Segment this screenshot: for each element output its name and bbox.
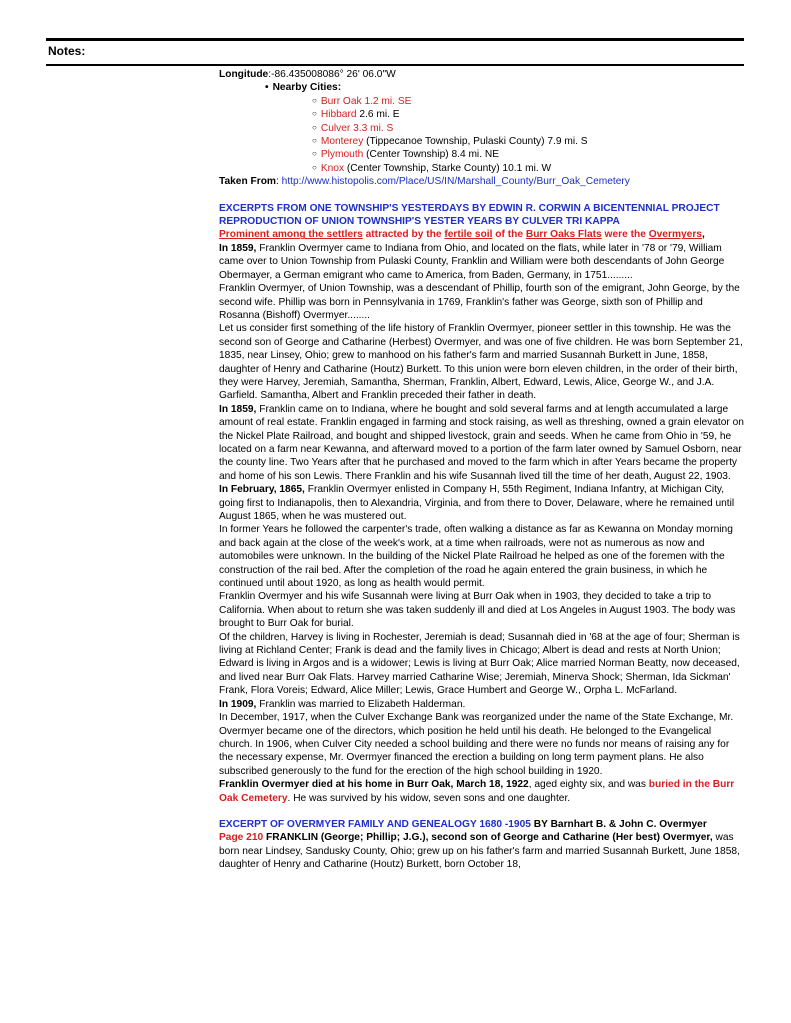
city-link[interactable]: Culver	[320, 122, 351, 134]
city-link[interactable]: Monterey	[320, 136, 364, 148]
city-link[interactable]: Knox	[320, 162, 345, 174]
notes-heading: Notes:	[48, 44, 86, 58]
taken-from-label: Taken From	[219, 176, 276, 188]
paragraph: Franklin Overmyer, of Union Township, was a descendant of Phillip, fourth son of the emigrant, John George, by the second wife. Phillip was born in Pennsylvania in 1769, Franklin's father was George, sixth son of Phillip and Rosanna (Bishoff) Overmyer........	[219, 283, 740, 321]
list-item: ○ Knox (Center Township, Starke County) 10.1 mi. W	[312, 162, 744, 175]
list-item: ○ Burr Oak 1.2 mi. SE	[312, 95, 744, 108]
paragraph: Page 210 FRANKLIN (George; Phillip; J.G.), second son of George and Catharine (Her best) Overmyer, was born near Lindsey, Sandusky County, Ohio; grew up on his father's farm and married Susannah Burkett, June 1858, daughter of Henry and Catharine (Houtz) Burkett, born October 18,	[219, 832, 740, 871]
paragraph: In February, 1865, Franklin Overmyer enlisted in Company H, 55th Regiment, Indiana Infantry, at Michigan City, going first to Indianapolis, then to Alexandria, Virginia, and from there to Dover, Delaware, where he remained until August 1865, when he was mustered out.	[219, 484, 735, 522]
bullet-icon: •	[265, 82, 269, 94]
excerpt-one-lead: Prominent among the settlers attracted by the fertile soil of the Burr Oaks Flats were the Overmyers,	[219, 229, 705, 241]
longitude-line	[219, 68, 744, 81]
page-reference: Page 210	[219, 832, 264, 844]
source-link[interactable]: http://www.histopolis.com/Place/US/IN/Marshall_County/Burr_Oak_Cemetery	[281, 176, 630, 188]
list-item: ○ Monterey (Tippecanoe Township, Pulaski County) 7.9 mi. S	[312, 135, 744, 148]
excerpt-one-heading: EXCERPTS FROM ONE TOWNSHIP'S YESTERDAYS BY EDWIN R. CORWIN A BICENTENNIAL PROJECT REPRODUCTION OF UNION TOWNSHIP'S YESTER YEARS BY CULVER TRI KAPPA	[219, 202, 720, 228]
taken-from-line: Taken From: http://www.histopolis.com/Place/US/IN/Marshall_County/Burr_Oak_Cemetery	[219, 176, 630, 188]
list-item: ○ Hibbard 2.6 mi. E	[312, 108, 744, 121]
longitude-label: Longitude	[219, 69, 269, 80]
paragraph: Of the children, Harvey is living in Rochester, Jeremiah is dead; Susannah died in '68 at the age of four; Sherman is living at Richland Center; Frank is dead and the family lives in Chicago; Albert is dead and rests at North Union; Edward is living in Argos and is a widower; Lewis is living at Burr Oak; Alice married Norman Beatty, now deceased, and lived near Burr Oak Flats. Harvey married Catharine Wise; Jeremiah, Minerva Shock; Sherman, Ida Sickman' Frank, Flora Voreis; Edward, Alice Miller; Lewis, Grace Humbert and George W., Orpha L. McFarland.	[219, 631, 740, 697]
nearby-cities-title: • Nearby Cities:	[265, 82, 342, 94]
paragraph: In former Years he followed the carpenter's trade, often walking a distance as far as Kewanna on Monday morning and back again at the close of the week's work, at a time when railroads, were not as numerous as now and automobiles were unknown. In the building of the Nickel Plate Railroad he helped as one of the foremen with the construction of the rail bed. After the completion of the road he again entered the grain business, in which he continued until about 1920, as long as health would permit.	[219, 524, 733, 590]
city-link[interactable]: Plymouth	[320, 149, 364, 161]
longitude-value: :-86.435008086° 26' 06.0"W	[268, 69, 396, 80]
city-link[interactable]: Hibbard	[320, 109, 357, 121]
list-item: ○ Plymouth (Center Township) 8.4 mi. NE	[312, 148, 744, 161]
nearby-cities-list	[219, 95, 744, 175]
top-rule	[46, 38, 744, 41]
paragraph: In 1909, Franklin was married to Elizabeth Halderman.	[219, 698, 466, 710]
list-item: ○ Culver 3.3 mi. S	[312, 122, 744, 135]
paragraph: In December, 1917, when the Culver Exchange Bank was reorganized under the name of the State Exchange, Mr. Overmyer became one of the directors, which position he held until his death. He belonged to the Evangelical church. In 1906, when Culver City needed a school building and there were no funds nor means of raising any for the necessary expense, Mr. Overmyer financed the erection a building on long term payment plans. He also subscribed generously to the fund for the erection of the high school building in 1920.	[219, 712, 734, 777]
city-link[interactable]: Burr Oak	[320, 95, 362, 107]
notes-rule	[46, 64, 744, 66]
paragraph: In 1859, Franklin came on to Indiana, where he bought and sold several farms and at length accumulated a large amount of real estate. Franklin engaged in farming and stock raising, as well as threshing, owned a grain elevator on the Nickel Plate Railroad, and bought and shipped livestock, grain and seeds. When he came from Ohio in '59, he located on a farm near Kewanna, and afterward moved to a portion of the farm later owned by Samuel Osborn, near the county line. Two Years after that he purchased and moved to the farm which in after Years became the property and home of his son Lewis. There Franklin and his wife Susannah lived till the time of her death, August 22, 1903.	[219, 403, 744, 482]
paragraph: Franklin Overmyer died at his home in Burr Oak, March 18, 1922, aged eighty six, and was buried in the Burr Oak Cemetery. He was survived by his widow, seven sons and one daughter.	[219, 779, 735, 804]
paragraph: Franklin Overmyer and his wife Susannah were living at Burr Oak when in 1903, they decided to take a trip to California. When about to return she was taken suddenly ill and died at Los Angeles in August 1903. The body was brought to Burr Oak for burial.	[219, 591, 736, 630]
paragraph: Let us consider first something of the life history of Franklin Overmyer, pioneer settler in this township. He was the second son of George and Catharine (Herbest) Overmyer, and was one of five children. He was born September 21, 1835, near Linsey, Ohio; grew to manhood on his father's farm and married Susannah Burkett in June, 1858, daughter of Henry and Catharine (Houtz) Burkett. To this union were born eleven children, in the order of their birth, they were Harvey, Jeremiah, Samantha, Sherman, Franklin, Albert, Edward, Lewis, Alice, George W., and J.A. Garfield. Samantha, Albert and Franklin preceded their father in death.	[219, 323, 743, 402]
paragraph: In 1859, Franklin Overmyer came to Indiana from Ohio, and located on the flats, while later in '78 or '79, William came over to Union Township from Pulaski County, Franklin and William were both descendants of John George Obermayer, a German emigrant who came to America, from Baden, Germany, in 1751.........	[219, 242, 725, 281]
excerpt-two-heading: EXCERPT OF OVERMYER FAMILY AND GENEALOGY 1680 -1905 BY Barnhart B. & John C. Overmyer	[219, 818, 707, 830]
notes-content	[219, 68, 744, 872]
